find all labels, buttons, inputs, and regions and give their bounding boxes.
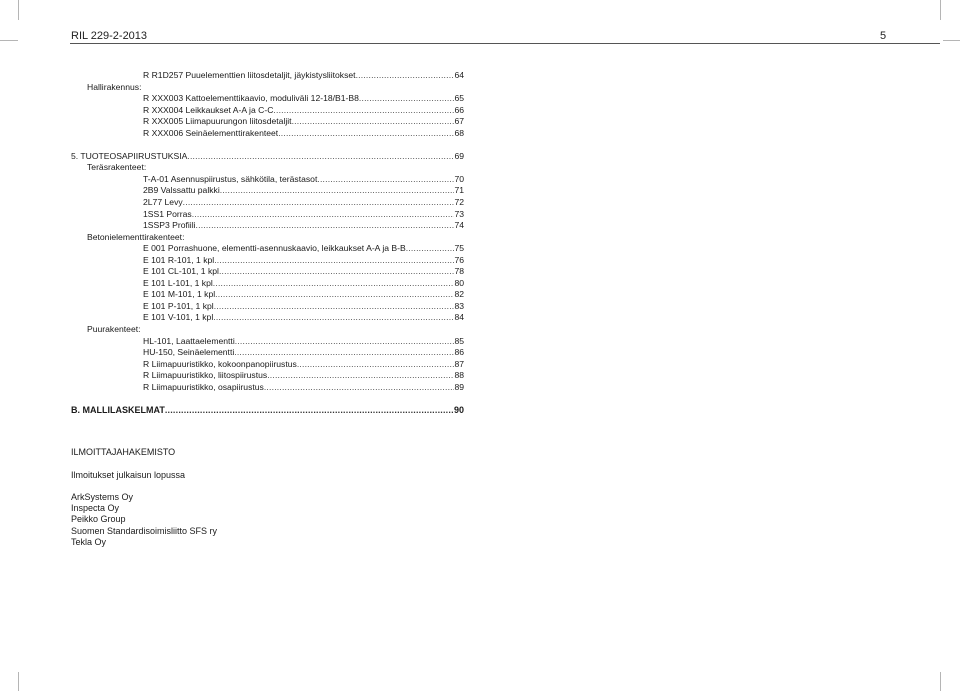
dot-leader [214, 255, 454, 267]
toc-entry-title: R XXX004 Leikkaukset A-A ja C-C [143, 104, 274, 115]
toc-entry-page: 74 [454, 220, 464, 231]
toc-entry [71, 382, 464, 394]
toc-entry-title: 2L77 Levy [143, 196, 183, 207]
toc-entry-title: R XXX005 Liimapuurungon liitosdetaljit [143, 116, 292, 127]
dot-leader [273, 105, 454, 117]
dot-leader [267, 370, 454, 382]
toc-entry [71, 232, 464, 244]
advertisers-heading: ILMOITTAJAHAKEMISTO [71, 447, 176, 457]
toc-entry-title: R Liimapuuristikko, liitospiirustus [143, 370, 268, 381]
dot-leader [235, 336, 455, 348]
toc-entry [71, 359, 464, 371]
toc-entry-page: 65 [454, 93, 464, 104]
toc-entry-page: 89 [454, 381, 464, 392]
advertiser-company: Peikko Group [71, 514, 126, 525]
dot-leader [187, 151, 454, 163]
toc-entry [71, 278, 464, 290]
toc-entry [71, 151, 464, 163]
crop-mark-top-right [940, 0, 941, 20]
toc-entry-title: R XXX006 Seinäelementtirakenteet [143, 127, 279, 138]
toc-entry-title: E 001 Porrashuone, elementti-asennuskaavio, leikkaukset A-A ja B-B [143, 243, 406, 254]
toc-entry [71, 347, 464, 359]
toc-entry-page: 67 [454, 116, 464, 127]
toc-entry-title: Puurakenteet: [87, 323, 141, 334]
toc-entry [71, 324, 464, 336]
toc-entry-page: 88 [454, 370, 464, 381]
toc-entry-title: E 101 V-101, 1 kpl [143, 312, 214, 323]
toc-entry-title: E 101 CL-101, 1 kpl [143, 266, 219, 277]
toc-entry-title: 5. TUOTEOSAPIIRUSTUKSIA [71, 150, 188, 161]
table-of-contents [71, 70, 464, 416]
toc-entry-title: 2B9 Valssattu palkki [143, 185, 220, 196]
dot-leader [292, 116, 455, 128]
dot-leader [406, 243, 455, 255]
toc-entry [71, 197, 464, 209]
dot-leader [183, 197, 455, 209]
dot-leader [192, 209, 455, 221]
toc-entry [71, 116, 464, 128]
toc-entry [71, 185, 464, 197]
toc-entry [71, 220, 464, 232]
toc-entry-page: 78 [454, 266, 464, 277]
dot-leader [278, 128, 454, 140]
toc-entry-page: 82 [454, 289, 464, 300]
toc-entry [71, 70, 464, 82]
toc-entry [71, 174, 464, 186]
toc-entry-title: T-A-01 Asennuspiirustus, sähkötila, terästasot [143, 173, 318, 184]
toc-entry-title: Hallirakennus: [87, 81, 142, 92]
toc-entry [71, 301, 464, 313]
toc-entry-page: 76 [454, 254, 464, 265]
toc-entry [71, 93, 464, 105]
toc-entry-page: 69 [454, 150, 464, 161]
toc-entry-page: 83 [454, 300, 464, 311]
toc-entry-page: 72 [454, 196, 464, 207]
dot-leader [234, 347, 454, 359]
toc-entry [71, 336, 464, 348]
page-number: 5 [880, 30, 887, 42]
advertiser-company: Tekla Oy [71, 536, 107, 547]
dot-leader [215, 289, 454, 301]
toc-entry-title: E 101 M-101, 1 kpl [143, 289, 216, 300]
header-rule [70, 43, 940, 44]
toc-entry-title: 1SSP3 Profiili [143, 220, 196, 231]
toc-entry-title: B. MALLILASKELMAT [71, 404, 165, 415]
toc-entry-title: R Liimapuuristikko, kokoonpanopiirustus [143, 358, 297, 369]
toc-entry-title: E 101 P-101, 1 kpl [143, 300, 214, 311]
crop-mark-bottom-left [18, 672, 19, 691]
dot-leader [219, 266, 454, 278]
toc-entry-page: 86 [454, 347, 464, 358]
toc-entry [71, 209, 464, 221]
toc-entry-page: 87 [454, 358, 464, 369]
toc-entry-page: 75 [454, 243, 464, 254]
crop-mark-top-right-h [943, 40, 960, 41]
toc-entry [71, 162, 464, 174]
advertiser-company: Suomen Standardisoimisliitto SFS ry [71, 525, 218, 536]
dot-leader [264, 382, 455, 394]
dot-leader [213, 312, 454, 324]
toc-entry-title: E 101 R-101, 1 kpl [143, 254, 215, 265]
toc-entry-page: 73 [454, 208, 464, 219]
toc-entry [71, 128, 464, 140]
dot-leader [213, 278, 455, 290]
toc-entry-title: E 101 L-101, 1 kpl [143, 277, 213, 288]
dot-leader [165, 405, 454, 417]
dot-leader [359, 93, 455, 105]
dot-leader [297, 359, 455, 371]
running-title: RIL 229-2-2013 [71, 30, 148, 42]
toc-entry-title: Betonielementtirakenteet: [87, 231, 185, 242]
toc-entry-page: 71 [454, 185, 464, 196]
toc-entry-page: 66 [454, 104, 464, 115]
advertisers-note: Ilmoitukset julkaisun lopussa [71, 470, 186, 480]
toc-entry [71, 370, 464, 382]
toc-entry-title: 1SS1 Porras [143, 208, 192, 219]
toc-entry [71, 266, 464, 278]
crop-mark-top-left-h [0, 40, 18, 41]
dot-leader [214, 301, 455, 313]
toc-entry [71, 289, 464, 301]
toc-entry-page: 84 [454, 312, 464, 323]
toc-entry [71, 105, 464, 117]
advertiser-list [71, 492, 217, 548]
dot-leader [220, 185, 455, 197]
toc-entry-title: R Liimapuuristikko, osapiirustus [143, 381, 264, 392]
toc-entry-page: 64 [454, 70, 464, 80]
toc-entry-page: 68 [454, 127, 464, 138]
toc-entry-title: HL-101, Laattaelementti [143, 335, 235, 346]
toc-entry-page: 70 [454, 173, 464, 184]
dot-leader [356, 70, 455, 82]
toc-entry-title: R XXX003 Kattoelementtikaavio, moduliväli 12-18/B1-B8 [143, 93, 359, 104]
toc-entry-title: R R1D257 Puuelementtien liitosdetaljit, jäykistysliitokset [143, 70, 356, 80]
dot-leader [196, 220, 455, 232]
toc-entry [71, 405, 464, 417]
toc-entry [71, 255, 464, 267]
toc-entry-title: HU-150, Seinäelementti [143, 347, 235, 358]
crop-mark-bottom-right [940, 672, 941, 691]
toc-entry-title: Teräsrakenteet: [87, 162, 147, 173]
advertiser-company: ArkSystems Oy [71, 492, 134, 502]
toc-entry-page: 80 [454, 277, 464, 288]
toc-entry-page: 90 [453, 404, 464, 415]
toc-entry [71, 312, 464, 324]
crop-mark-top-left [18, 0, 19, 20]
toc-entry [71, 243, 464, 255]
toc-entry [71, 82, 464, 94]
advertiser-company: Inspecta Oy [71, 503, 120, 514]
toc-entry-page: 85 [454, 335, 464, 346]
dot-leader [317, 174, 454, 186]
